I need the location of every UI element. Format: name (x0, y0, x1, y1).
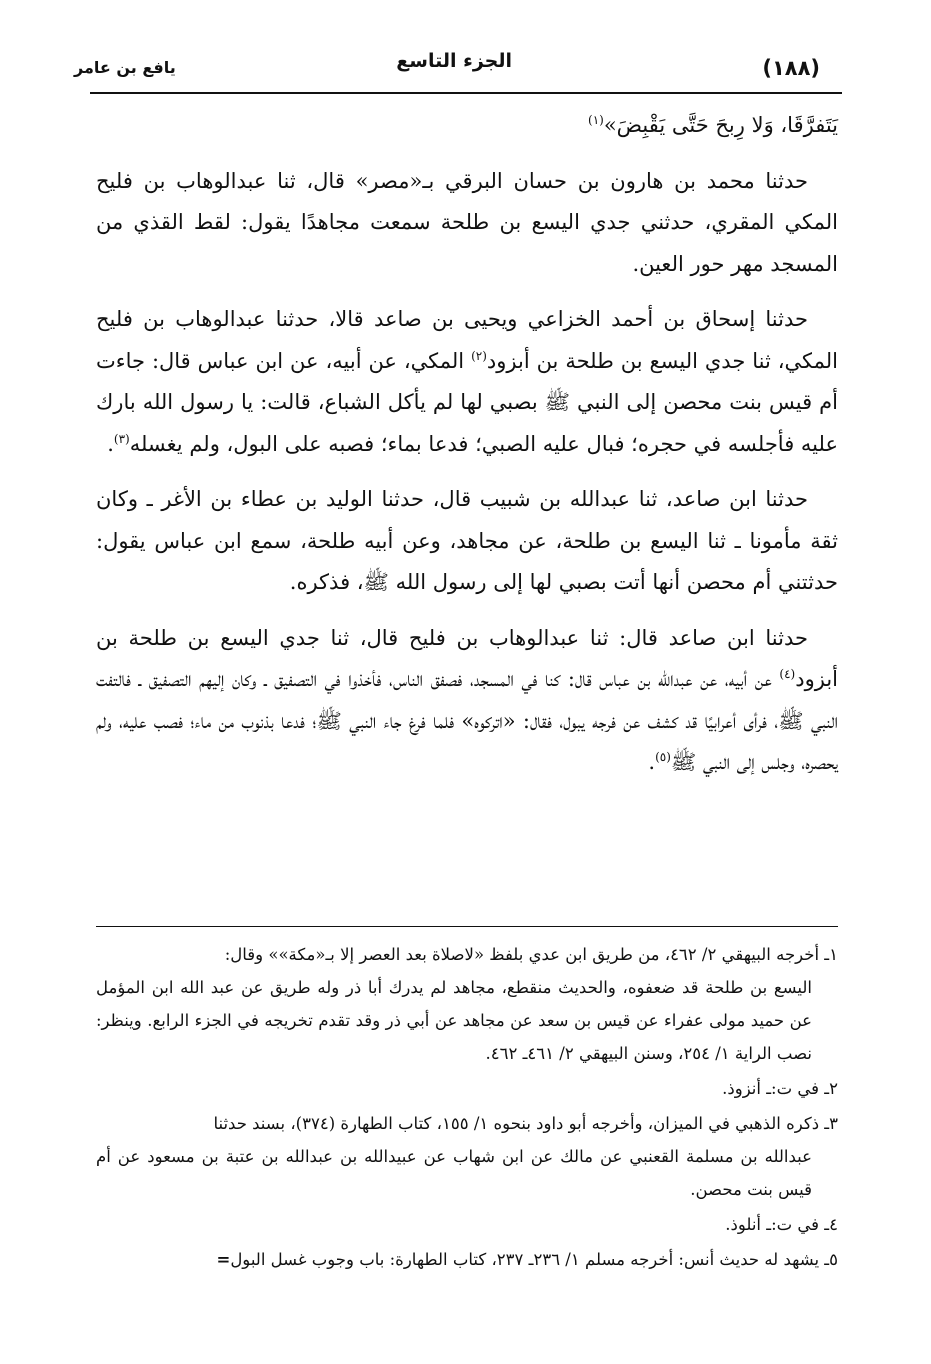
paragraph-4-text-a: حدثنا ابن صاعد قال: ثنا عبدالوهاب بن فليح قال، ثنا جدي اليسع بن طلحة بن أبزود (96, 625, 838, 691)
narrator-name: يافع بن عامر (74, 58, 176, 77)
header-rule (90, 92, 842, 94)
paragraph-0-text: يَتَفرَّقَا، وَلا رِبحَ حَتَّى يَقْبِضَ» (603, 113, 838, 137)
footnote-1-line-2: اليسع بن طلحة قد ضعفوه، والحديث منقطع، مجاهد لم يدرك أبا ذر وله طريق عن عبد الله ابن المؤمل عن حميد مولى عفراء عن قيس بن سعد عن مجاهد عن أبي ذر وقد تقدم تخريجه في الجزء الرابع. وينظر: نصب الراية ١/ ٢٥٤، وسنن البيهقي ٢/ ٤٦١ـ ٤٦٢. (96, 978, 812, 1063)
footnote-ref-4: (٤) (779, 667, 796, 681)
footnote-1-line-1: ١ـ أخرجه البيهقي ٢/ ٤٦٢، من طريق ابن عدي بلفظ «لاصلاة بعد العصر إلا بـ«مكة»» وقال: (224, 945, 838, 964)
paragraph-4 (96, 618, 838, 784)
paragraph-2 (96, 299, 838, 465)
footnote-4: ٤ـ في ت:ـ أنلوذ. (725, 1215, 838, 1234)
paragraph-2-text-a: حدثنا إسحاق بن أحمد الخزاعي ويحيى بن صاعد قالا، حدثنا عبدالوهاب بن فليح المكي، ثنا جدي اليسع بن طلحة بن أبزود (96, 307, 838, 373)
footnote-3 (96, 1107, 838, 1206)
footnote-1 (96, 938, 838, 1070)
continuation-mark: = (216, 1250, 231, 1269)
footnote-ref-2: (٢) (471, 348, 487, 363)
page-number: (١٨٨) (762, 56, 820, 80)
main-text (96, 105, 838, 798)
paragraph-0 (96, 105, 838, 147)
paragraph-2-text-b: المكي، عن أبيه، عن ابن عباس قال: جاءت أم قيس بنت محصن إلى النبي ﷺ بصبي لها لم يأكل الشباع، قالت: يا رسول الله بارك عليه فأجلسه في حجره؛ فبال عليه الصبي؛ فدعا بماء؛ فصبه على البول، ولم يغسله (96, 348, 838, 456)
footnote-ref-5: (٥) (655, 750, 671, 764)
paragraph-4-text-c: . (648, 750, 656, 774)
paragraph-4-text-b: عن أبيه، عن عبدالله بن عباس قال: كنا في المسجد، فصفق الناس، فأخذوا في التصفيق ـ وكان إليهم التصفيق ـ فالتفت النبي ﷺ، فرأى أعرابيًا قد كشف عن فرجه يبول، فقال: «اتركوه» فلما فرغ جاء النبي ﷺ؛ فدعا بذنوب من ماء؛ فصب عليه، ولم يحصره، وجلس إلى النبي ﷺ (96, 667, 838, 774)
footnote-5-text: ٥ـ يشهد له حديث أنس: أخرجه مسلم ١/ ٢٣٦ـ ٢٣٧، كتاب الطهارة: باب وجوب غسل البول (230, 1250, 838, 1269)
footnote-3-line-1: ٣ـ ذكره الذهبي في الميزان، وأخرجه أبو داود بنحوه ١/ ١٥٥، كتاب الطهارة (٣٧٤)، بسند حدثنا (213, 1114, 838, 1133)
paragraph-3: حدثنا ابن صاعد، ثنا عبدالله بن شبيب قال، حدثنا الوليد بن عطاء بن الأغر ـ وكان ثقة مأمونا ـ ثنا اليسع بن طلحة، عن مجاهد، وعن أبيه طلحة، سمع ابن عباس يقول: حدثتني أم محصن أنها أتت بصبي لها إلى رسول الله ﷺ، فذكره. (96, 487, 838, 594)
running-header (74, 46, 842, 94)
paragraph-1: حدثنا محمد بن هارون بن حسان البرقي بـ«مصر» قال، ثنا عبدالوهاب بن فليح المكي المقري، حدثني جدي اليسع بن طلحة سمعت مجاهدًا يقول: لقط القذي من المسجد مهر حور العين. (96, 168, 838, 276)
footnote-2: ٢ـ في ت:ـ أنزوذ. (722, 1079, 838, 1098)
footnote-3-line-2: عبدالله بن مسلمة القعنبي عن مالك عن ابن شهاب عن عبيدالله بن عبدالله بن عتبة بن مسعود عن أم قيس بنت محصن. (96, 1147, 813, 1199)
footnote-5 (96, 1243, 838, 1276)
part-title: الجزء التاسع (396, 50, 512, 72)
footnote-rule (96, 926, 838, 927)
paragraph-2-text-c: . (107, 431, 114, 456)
footnote-ref-3: (٣) (113, 431, 130, 446)
footnotes (96, 938, 838, 1278)
footnote-ref-1: (١) (588, 113, 604, 127)
